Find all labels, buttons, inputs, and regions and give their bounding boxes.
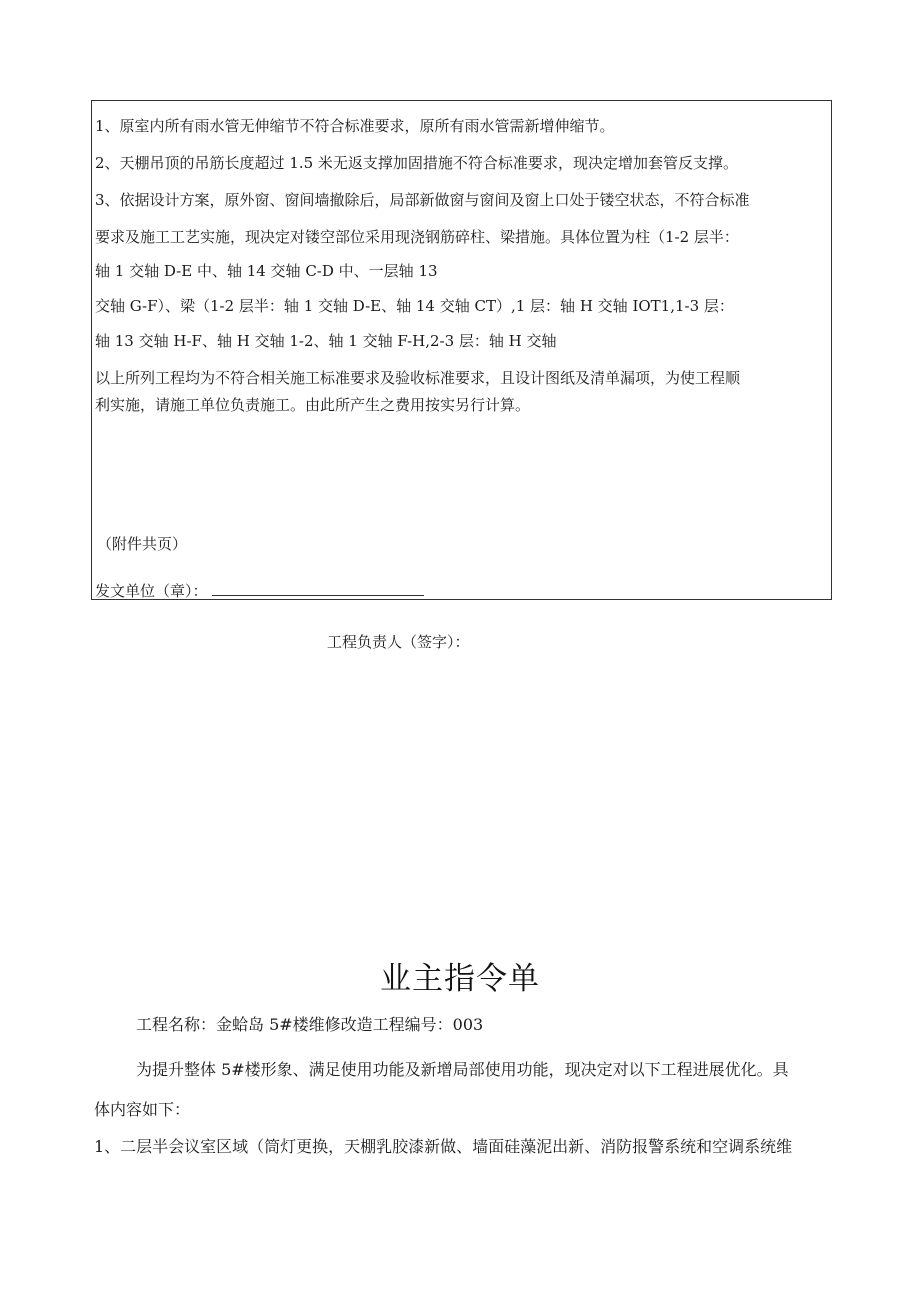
notice-summary-1: 以上所列工程均为不符合相关施工标准要求及验收标准要求，且设计图纸及清单漏项，为使工程顺 (95, 369, 741, 387)
notice-item-3-positions-c: 轴 13 交轴 H-F、轴 H 交轴 1-2、轴 1 交轴 F-H,2-3 层：轴 H 交轴 (95, 332, 557, 350)
intro-line-1: 为提升整体 5#楼形象、满足使用功能及新增局部使用功能，现决定对以下工程进展优化。具 (136, 1060, 789, 1079)
issuer-line (95, 581, 424, 601)
notice-item-1: 1、原室内所有雨水管无伸缩节不符合标准要求，原所有雨水管需新增伸缩节。 (95, 117, 615, 135)
issuer-label: 发文单位（章）： (95, 582, 208, 600)
notice-item-3-cont: 要求及施工工艺实施，现决定对镂空部位采用现浇钢筋碎柱、梁措施。具体位置为柱（1-2 层半： (95, 228, 739, 246)
project-name-line: 工程名称：金蛤岛 5#楼维修改造工程编号：003 (136, 1015, 484, 1034)
notice-item-3: 3、依据设计方案，原外窗、窗间墙撤除后，局部新做窗与窗间及窗上口处于镂空状态，不符合标准 (95, 191, 750, 209)
issuer-signature-blank[interactable] (212, 581, 424, 596)
notice-summary-2: 利实施，请施工单位负责施工。由此所产生之费用按实另行计算。 (95, 396, 531, 414)
intro-line-2: 体内容如下： (94, 1100, 191, 1119)
order-item-1: 1、二层半会议室区域（筒灯更换，天棚乳胶漆新做、墙面硅藻泥出新、消防报警系统和空调系统维 (94, 1137, 793, 1156)
notice-item-3-positions-b: 交轴 G-F）、梁（1-2 层半：轴 1 交轴 D-E、轴 14 交轴 CT）,1 层：轴 H 交轴 IOT1,1-3 层： (95, 297, 734, 315)
notice-item-3-positions-a: 轴 1 交轴 D-E 中、轴 14 交轴 C-D 中、一层轴 13 (95, 262, 438, 280)
attachment-note: （附件共页） (97, 535, 188, 553)
notice-box (91, 100, 832, 600)
notice-item-2: 2、天棚吊顶的吊筋长度超过 1.5 米无返支撑加固措施不符合标准要求，现决定增加套管反支撑。 (95, 154, 738, 172)
page-title: 业主指令单 (380, 961, 540, 997)
project-lead-signature-label: 工程负责人（签字）： (327, 633, 470, 651)
